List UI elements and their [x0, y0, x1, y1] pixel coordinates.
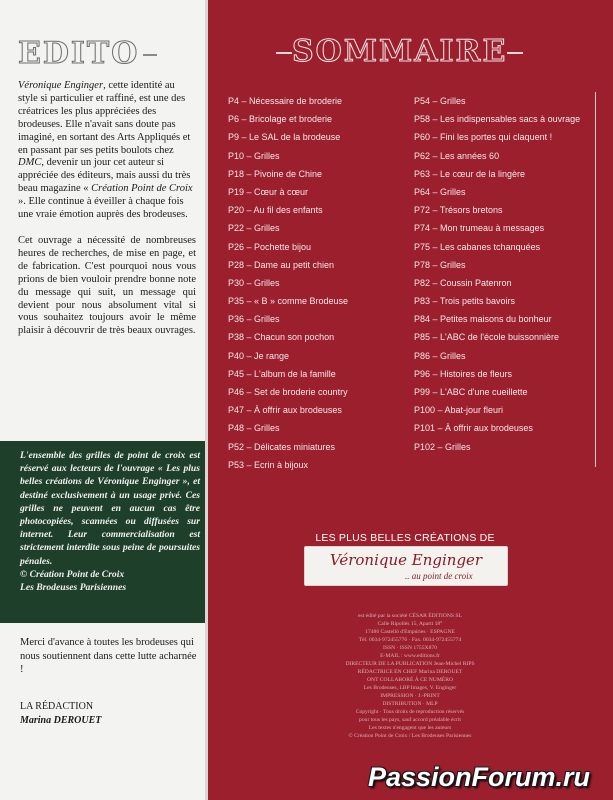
toc-entry: P36 – Grilles [228, 314, 280, 325]
logo-subtitle: .. au point de croix [405, 571, 473, 581]
toc-entry: P38 – Chacun son pochon [228, 332, 335, 343]
impressum-line: Copyright · Tous droits de reproduction réservés [355, 709, 465, 715]
impressum-line: 17486 Castelló d'Empúries · ESPAGNE [365, 629, 455, 635]
toc-entry: P28 – Dame au petit chien [228, 259, 335, 270]
thanks-text: Merci d'avance à toutes les brodeuses qui nous soutiennent dans cette lutte acharnée ! [20, 637, 197, 675]
toc-entry: P78 – Grilles [414, 259, 466, 270]
toc-entry: P83 – Trois petits bavoirs [414, 296, 516, 307]
toc-entry: P75 – Les cabanes tchanquées [414, 241, 541, 252]
impressum-line: est édité par la société CÉSAR ÉDITIONS SL [358, 613, 462, 619]
author-name: Véronique Enginger [18, 80, 104, 91]
toc-entry: P85 – L'ABC de l'école buissonnière [414, 332, 560, 343]
impressum-line: Calle Ripollés 15, Apartt 18° [377, 621, 443, 627]
toc-entry: P100 – Abat-jour fleuri [414, 405, 504, 416]
toc-entry: P54 – Grilles [414, 96, 466, 106]
watermark: PassionForum.ru [368, 762, 591, 792]
logo-author-name: Véronique Enginger [329, 551, 483, 569]
toc-entry: P102 – Grilles [414, 441, 471, 452]
impressum-line: RÉDACTRICE EN CHEF Marina DEROUET [357, 669, 463, 675]
toc-column-1 [228, 92, 348, 474]
toc-entry: P99 – L'ABC d'une cueillette [414, 387, 528, 397]
impressum-line: Les textes n'engagent que les auteurs [368, 725, 452, 731]
impressum-line: E-MAIL : www.editions.fr [380, 653, 440, 659]
toc-entry: P53 – Ecrin à bijoux [228, 459, 309, 470]
toc-entry: P48 – Grilles [228, 423, 280, 434]
toc-entry: P45 – L'album de la famille [228, 368, 336, 379]
toc-entry: P47 – À offrir aux brodeuses [228, 405, 342, 416]
impressum [310, 612, 510, 740]
toc-entry: P22 – Grilles [228, 223, 280, 234]
impressum-line: Tél. 0034-972455776 · Fax. 0034-972455774 [358, 637, 462, 643]
notice-brand: Les Brodeuses Parisiennes [20, 582, 127, 594]
impressum-line: © Création Point de Croix / Les Brodeuses Parisiennes [348, 733, 472, 739]
toc-entry: P40 – Je range [228, 350, 290, 361]
toc-entry: P58 – Les indispensables sacs à ouvrage [414, 114, 581, 125]
impressum-line: ISSN · ISSN 1755X870 [383, 645, 437, 651]
toc-entry: P35 – « B » comme Brodeuse [228, 296, 349, 307]
impressum-line: Les Brodeuses, LBP Images, V. Enginger [363, 685, 457, 691]
title-rule-left [276, 52, 292, 54]
toc-entry: P10 – Grilles [228, 150, 280, 161]
redaction-name: Marina DEROUET [20, 714, 102, 726]
toc-entry: P96 – Histoires de fleurs [414, 368, 513, 379]
impressum-line: IMPRESSION · J.-PRINT [380, 693, 440, 699]
notice-copyright: © Création Point de Croix [20, 568, 125, 580]
toc-entry: P52 – Délicates miniatures [228, 441, 336, 452]
edito-paragraph-1: Véronique Enginger, cette identité au style si particulier et raffiné, est une des créatrices les plus appréciées des brodeuses. Elle n'avait sans doute pas imaginé, en sortant des Arts Appliqués et en passant par ses petits boulots chez DMC, devenir un jour cet auteur si appréciée des éditeurs, mais aussi du très beau magazine « Création Point de Croix ». Elle continue à éveiller à chaque fois une vraie émotion auprès des brodeuses. [18, 80, 193, 221]
edito-paragraph-2: Cet ouvrage a nécessité de nombreuses heures de recherches, de mise en page, et de fabrication. C'est pourquoi nous vous prions de bien vouloir prendre bonne note du message qui suit, un message qui devient pour nous absolument vital si vous souhaitez toujours avoir le même plaisir à découvrir de très beaux ouvrages. [18, 234, 196, 337]
impressum-line: DIRECTEUR DE LA PUBLICATION Jean-Michel RIPS [345, 661, 475, 667]
impressum-line: DISTRIBUTION · MLP [382, 701, 438, 707]
impressum-line: pour tous les pays, sauf accord préalable écrit [359, 717, 461, 723]
toc-entry: P4 – Nécessaire de broderie [228, 96, 343, 106]
title-rule-right [507, 52, 523, 54]
toc-divider [595, 92, 596, 467]
toc-entry: P64 – Grilles [414, 186, 466, 197]
toc-entry: P84 – Petites maisons du bonheur [414, 314, 552, 325]
toc-entry: P86 – Grilles [414, 350, 466, 361]
edito-body [18, 80, 196, 351]
toc-entry: P26 – Pochette bijou [228, 241, 312, 252]
toc-entry: P30 – Grilles [228, 277, 280, 288]
toc-column-2 [414, 92, 580, 456]
edito-column [0, 0, 208, 800]
publication-logo [302, 532, 508, 594]
signature [20, 700, 101, 727]
sommaire-heading: SOMMAIRE [276, 34, 523, 69]
toc-entry: P72 – Trésors bretons [414, 205, 503, 216]
toc-entry: P46 – Set de broderie country [228, 387, 348, 397]
toc-entry: P18 – Pivoine de Chine [228, 168, 323, 179]
notice-text: L'ensemble des grilles de point de croix est réservé aux lecteurs de l'ouvrage « Les plus belles créations de Véronique Enginger », et destiné exclusivement à un usage privé. Ces grilles ne peuvent en aucun cas être photocopiées, scannées ou diffusées sur internet. Leur commercialisation est strictement interdite sous peine de poursuites pénales. [20, 450, 200, 567]
logo-top-text: LES PLUS BELLES CRÉATIONS DE [315, 532, 495, 544]
toc-entry: P63 – Le cœur de la lingère [414, 168, 526, 179]
toc-entry: P62 – Les années 60 [414, 150, 500, 161]
copyright-notice-box [0, 441, 208, 623]
redaction-label: LA RÉDACTION [20, 701, 94, 712]
toc-entry: P60 – Fini les portes qui claquent ! [414, 132, 553, 143]
toc-entry: P101 – À offrir aux brodeuses [414, 423, 533, 434]
title-rule [143, 54, 157, 56]
sommaire-column [208, 0, 613, 800]
impressum-line: ONT COLLABORÉ À CE NUMÉRO [367, 677, 453, 683]
toc-entry: P9 – Le SAL de la brodeuse [228, 132, 341, 143]
logo-band [304, 546, 508, 586]
toc-entry: P74 – Mon trumeau à messages [414, 223, 545, 234]
toc-entry: P6 – Bricolage et broderie [228, 114, 333, 125]
toc-entry: P19 – Cœur à cœur [228, 186, 309, 197]
toc-entry: P20 – Au fil des enfants [228, 205, 323, 216]
toc-entry: P82 – Coussin Patenron [414, 277, 512, 288]
edito-heading: EDITO [18, 36, 157, 71]
